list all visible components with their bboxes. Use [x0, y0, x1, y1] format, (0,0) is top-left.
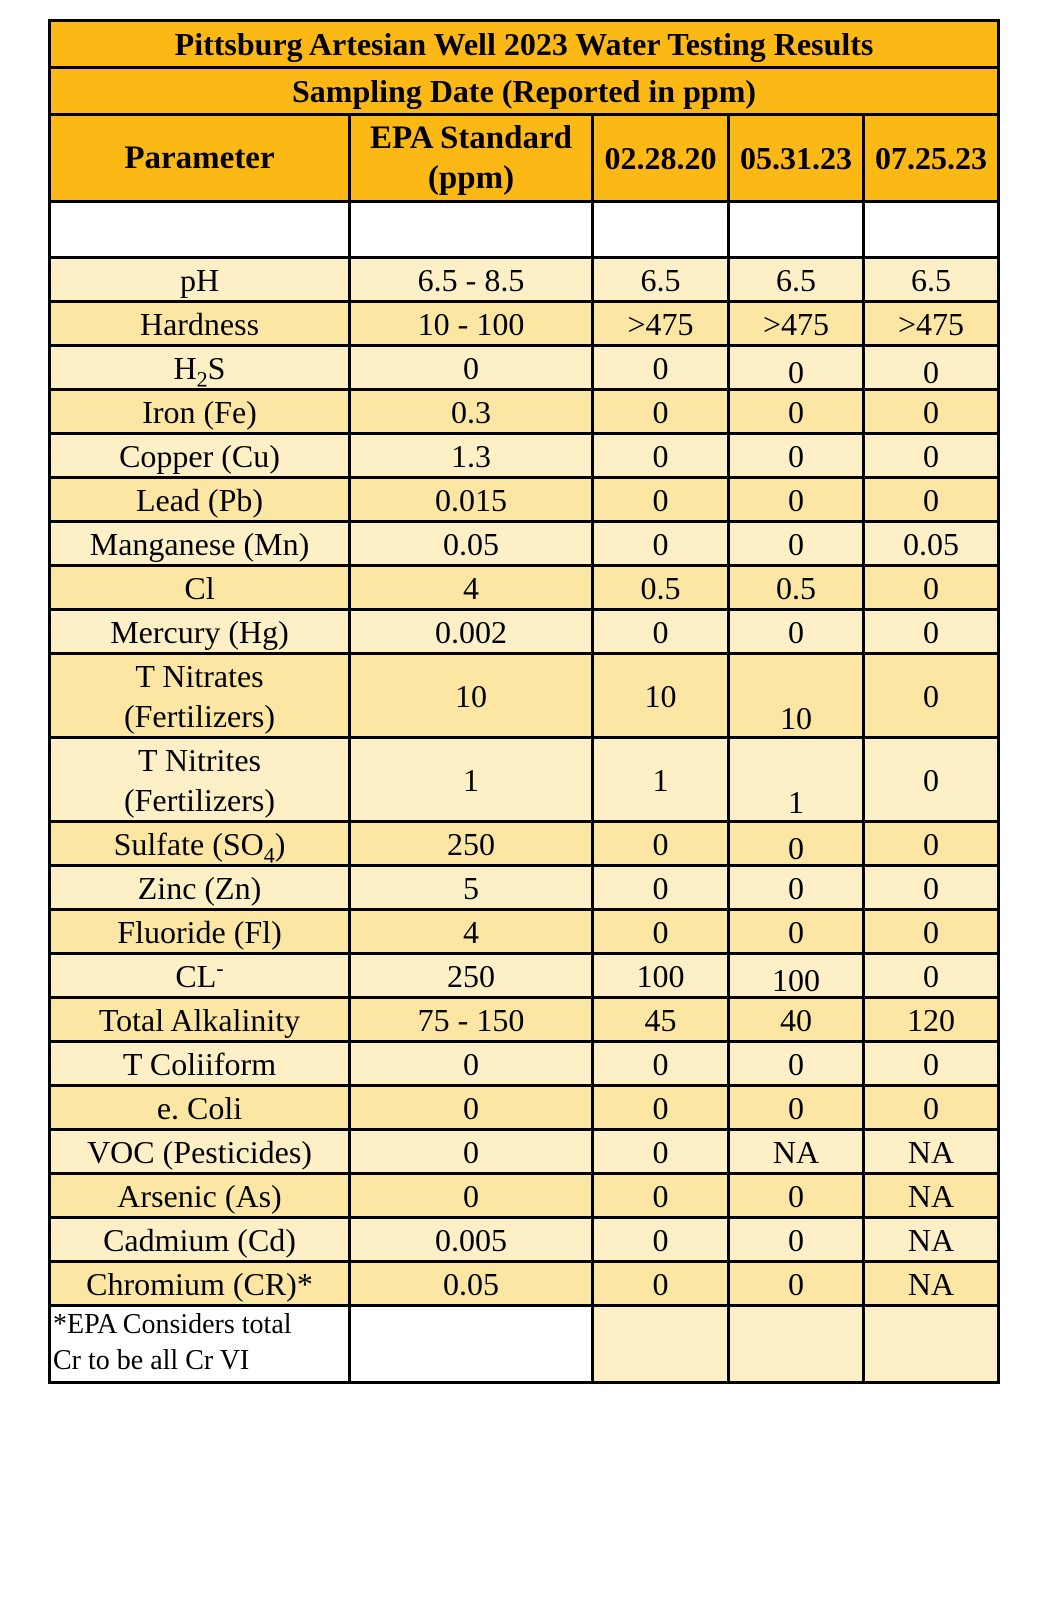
- table-row: [50, 1042, 999, 1086]
- param-base: H: [173, 349, 197, 386]
- param-cell: [50, 954, 350, 998]
- value-cell: 0: [729, 610, 864, 654]
- param-line1: T Nitrates: [135, 657, 264, 694]
- param-subscript: 4: [263, 841, 275, 867]
- blank-cell: [729, 202, 864, 258]
- value-cell: 0: [864, 478, 999, 522]
- table-row: [50, 654, 999, 738]
- value-cell: 0.5: [593, 566, 729, 610]
- param-base: Sulfate (SO: [113, 825, 264, 862]
- footnote-cell: [50, 1306, 350, 1383]
- param-cell: Zinc (Zn): [50, 866, 350, 910]
- param-cell: [50, 346, 350, 390]
- value-cell: >475: [593, 302, 729, 346]
- value-cell: 0: [864, 822, 999, 866]
- param-cell: T Coliiform: [50, 1042, 350, 1086]
- param-cell: e. Coli: [50, 1086, 350, 1130]
- value-cell: NA: [864, 1174, 999, 1218]
- blank-cell: [50, 202, 350, 258]
- table-row: [50, 258, 999, 302]
- value-cell: 0: [729, 1174, 864, 1218]
- epa-cell: 4: [350, 566, 593, 610]
- table-row: [50, 1130, 999, 1174]
- epa-cell: 5: [350, 866, 593, 910]
- param-cell: Lead (Pb): [50, 478, 350, 522]
- value-cell: 0: [593, 1262, 729, 1306]
- table-row: [50, 478, 999, 522]
- param-cell: Fluoride (Fl): [50, 910, 350, 954]
- value-cell: NA: [729, 1130, 864, 1174]
- value-cell: 0.05: [864, 522, 999, 566]
- param-line1: T Nitrites: [138, 741, 261, 778]
- value-cell: 0: [864, 1086, 999, 1130]
- value-cell: 0: [593, 346, 729, 390]
- value-cell: 0.5: [729, 566, 864, 610]
- epa-cell: 250: [350, 822, 593, 866]
- param-cell: Manganese (Mn): [50, 522, 350, 566]
- table-row: [50, 998, 999, 1042]
- value-cell: 0: [864, 738, 999, 822]
- value-text: 1: [788, 783, 804, 820]
- value-cell: 10: [593, 654, 729, 738]
- table-row: [50, 1086, 999, 1130]
- value-text: 100: [772, 961, 820, 998]
- param-cell: Cadmium (Cd): [50, 1218, 350, 1262]
- value-cell: 40: [729, 998, 864, 1042]
- table-row: [50, 954, 999, 998]
- value-cell: 0: [593, 1218, 729, 1262]
- value-cell: 0: [864, 654, 999, 738]
- value-cell: 0: [593, 866, 729, 910]
- value-cell: 0: [864, 910, 999, 954]
- footnote-row: [50, 1306, 999, 1383]
- value-cell: 0: [593, 910, 729, 954]
- param-cell: VOC (Pesticides): [50, 1130, 350, 1174]
- param-cell: [50, 738, 350, 822]
- value-cell: NA: [864, 1218, 999, 1262]
- footnote-line2: Cr to be all Cr VI: [53, 1345, 250, 1376]
- value-cell: [729, 738, 864, 822]
- table-row: [50, 1262, 999, 1306]
- value-cell: 0: [729, 522, 864, 566]
- value-cell: 0: [864, 610, 999, 654]
- value-cell: 0: [729, 910, 864, 954]
- empty-cell: [593, 1306, 729, 1383]
- value-cell: 0: [864, 866, 999, 910]
- value-cell: 0: [864, 390, 999, 434]
- blank-row: [50, 202, 999, 258]
- epa-cell: 0.05: [350, 1262, 593, 1306]
- value-cell: [729, 822, 864, 866]
- table-row: [50, 566, 999, 610]
- epa-cell: 0: [350, 1042, 593, 1086]
- table-row: [50, 390, 999, 434]
- value-cell: 120: [864, 998, 999, 1042]
- header-epa-standard: [350, 115, 593, 202]
- value-cell: 0: [864, 954, 999, 998]
- param-cell: Hardness: [50, 302, 350, 346]
- value-cell: 6.5: [593, 258, 729, 302]
- table-row: [50, 522, 999, 566]
- value-cell: 0: [729, 478, 864, 522]
- value-text: 10: [780, 699, 812, 736]
- value-cell: >475: [864, 302, 999, 346]
- param-tail: ): [274, 825, 286, 862]
- epa-cell: 1: [350, 738, 593, 822]
- param-cell: Cl: [50, 566, 350, 610]
- value-cell: [729, 346, 864, 390]
- value-cell: 0: [729, 1086, 864, 1130]
- epa-cell: 1.3: [350, 434, 593, 478]
- epa-cell: 250: [350, 954, 593, 998]
- value-cell: 6.5: [864, 258, 999, 302]
- epa-cell: 0.015: [350, 478, 593, 522]
- value-text: 0: [923, 353, 939, 390]
- value-cell: 0: [593, 390, 729, 434]
- value-cell: 0: [593, 1174, 729, 1218]
- epa-cell: 75 - 150: [350, 998, 593, 1042]
- table-row: [50, 822, 999, 866]
- empty-cell: [729, 1306, 864, 1383]
- table-row: [50, 346, 999, 390]
- blank-cell: [350, 202, 593, 258]
- value-cell: 0: [593, 1130, 729, 1174]
- value-cell: 0: [729, 866, 864, 910]
- epa-cell: 10 - 100: [350, 302, 593, 346]
- value-cell: 0: [729, 1262, 864, 1306]
- footnote-line1: *EPA Considers total: [53, 1309, 292, 1340]
- table-row: [50, 910, 999, 954]
- param-cell: Iron (Fe): [50, 390, 350, 434]
- value-cell: [864, 346, 999, 390]
- header-epa-line2: (ppm): [427, 160, 515, 196]
- param-cell: Mercury (Hg): [50, 610, 350, 654]
- blank-cell: [593, 202, 729, 258]
- value-cell: 100: [593, 954, 729, 998]
- param-cell: [50, 654, 350, 738]
- param-cell: Total Alkalinity: [50, 998, 350, 1042]
- value-cell: [729, 954, 864, 998]
- value-cell: 0: [864, 1042, 999, 1086]
- epa-cell: 6.5 - 8.5: [350, 258, 593, 302]
- table-row: [50, 610, 999, 654]
- blank-cell: [864, 202, 999, 258]
- epa-cell: 0.002: [350, 610, 593, 654]
- table-row: [50, 302, 999, 346]
- param-cell: pH: [50, 258, 350, 302]
- subtitle-row: [50, 68, 999, 115]
- param-cell: Chromium (CR)*: [50, 1262, 350, 1306]
- value-cell: 0: [729, 1042, 864, 1086]
- epa-cell: 0.005: [350, 1218, 593, 1262]
- value-cell: 0: [593, 610, 729, 654]
- param-cell: [50, 822, 350, 866]
- value-cell: 0: [593, 1086, 729, 1130]
- table-subtitle: Sampling Date (Reported in ppm): [50, 68, 999, 115]
- epa-cell: 0: [350, 346, 593, 390]
- empty-cell: [864, 1306, 999, 1383]
- value-cell: >475: [729, 302, 864, 346]
- table-row: [50, 1218, 999, 1262]
- value-cell: 6.5: [729, 258, 864, 302]
- param-base: CL: [175, 957, 217, 994]
- table-row: [50, 434, 999, 478]
- epa-cell: 10: [350, 654, 593, 738]
- value-cell: 0: [729, 1218, 864, 1262]
- empty-cell: [350, 1306, 593, 1383]
- value-cell: 0: [593, 478, 729, 522]
- value-cell: NA: [864, 1130, 999, 1174]
- table-title: Pittsburg Artesian Well 2023 Water Testing Results: [50, 21, 999, 68]
- param-line2: (Fertilizers): [123, 781, 276, 818]
- value-cell: 0: [593, 434, 729, 478]
- value-cell: 0: [593, 1042, 729, 1086]
- header-epa-line1: EPA Standard: [369, 120, 573, 156]
- epa-cell: 0: [350, 1174, 593, 1218]
- column-header-row: [50, 115, 999, 202]
- value-text: 0: [788, 353, 804, 390]
- param-cell: Copper (Cu): [50, 434, 350, 478]
- epa-cell: 0.3: [350, 390, 593, 434]
- value-cell: 0: [729, 434, 864, 478]
- value-cell: 0: [864, 434, 999, 478]
- value-text: 0: [788, 829, 804, 866]
- value-cell: 0: [864, 566, 999, 610]
- header-date-3: 07.25.23: [864, 115, 999, 202]
- param-tail: S: [207, 349, 226, 386]
- param-subscript: 2: [196, 365, 208, 391]
- title-row: [50, 21, 999, 68]
- value-cell: NA: [864, 1262, 999, 1306]
- header-date-1: 02.28.20: [593, 115, 729, 202]
- value-cell: [729, 654, 864, 738]
- table-row: [50, 866, 999, 910]
- epa-cell: 0: [350, 1130, 593, 1174]
- value-cell: 0: [729, 390, 864, 434]
- param-cell: Arsenic (As): [50, 1174, 350, 1218]
- table-row: [50, 1174, 999, 1218]
- table-row: [50, 738, 999, 822]
- epa-cell: 0: [350, 1086, 593, 1130]
- value-cell: 45: [593, 998, 729, 1042]
- epa-cell: 0.05: [350, 522, 593, 566]
- value-cell: 0: [593, 822, 729, 866]
- value-cell: 0: [593, 522, 729, 566]
- header-parameter: Parameter: [50, 115, 350, 202]
- param-line2: (Fertilizers): [123, 697, 276, 734]
- value-cell: 1: [593, 738, 729, 822]
- water-testing-table: [48, 19, 1000, 1384]
- header-date-2: 05.31.23: [729, 115, 864, 202]
- param-superscript: -: [216, 954, 224, 980]
- water-testing-table-container: [48, 19, 1000, 1384]
- epa-cell: 4: [350, 910, 593, 954]
